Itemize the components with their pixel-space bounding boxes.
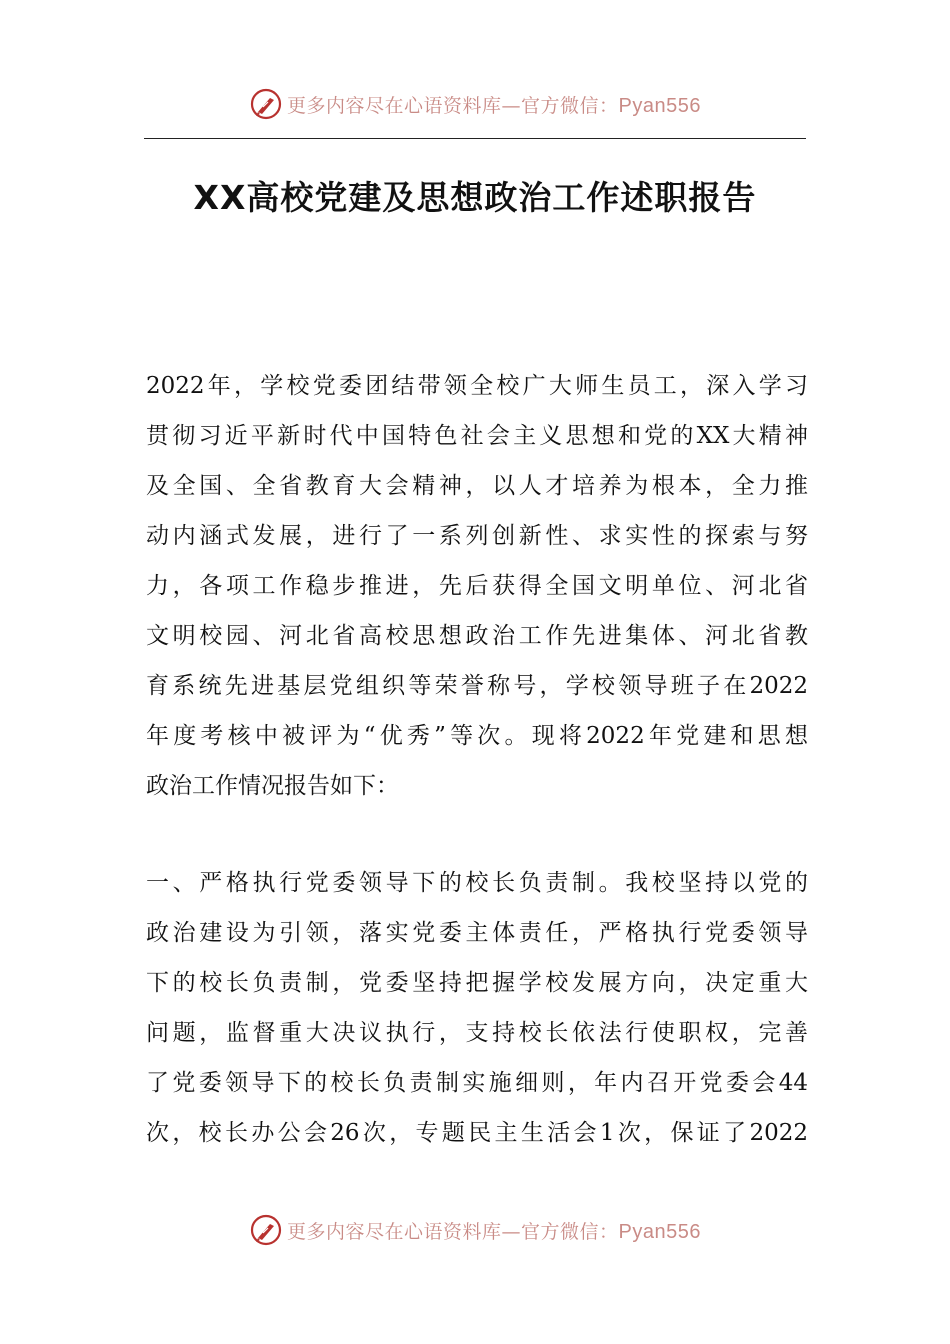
footer-banner — [0, 1210, 950, 1250]
header-banner-text: 更多内容尽在心语资料库—官方微信：Pyan556 — [287, 94, 701, 117]
text-line: 次，校长办公会26次，专题民主生活会1次，保证了2022 — [146, 1120, 808, 1146]
text-line: 政治工作情况报告如下： — [146, 773, 399, 799]
pen-nib-circle-icon — [249, 87, 283, 121]
text-line: 年度考核中被评为“优秀”等次。现将2022年党建和思想 — [146, 723, 808, 749]
text-line: 了党委领导下的校长负责制实施细则，年内召开党委会44 — [146, 1070, 808, 1096]
pen-nib-circle-icon — [249, 1213, 283, 1247]
header-wechat-id: Pyan556 — [618, 94, 701, 117]
text-line: 文明校园、河北省高校思想政治工作先进集体、河北省教 — [146, 623, 808, 649]
paragraph-1 — [146, 361, 808, 811]
text-line: 一、严格执行党委领导下的校长负责制。我校坚持以党的 — [146, 870, 808, 896]
footer-banner-text: 更多内容尽在心语资料库—官方微信：Pyan556 — [287, 1220, 701, 1243]
text-line: 下的校长负责制，党委坚持把握学校发展方向，决定重大 — [146, 970, 808, 996]
footer-wechat-id: Pyan556 — [618, 1220, 701, 1243]
text-line: 动内涵式发展，进行了一系列创新性、求实性的探索与努 — [146, 523, 808, 549]
text-line: 2022年，学校党委团结带领全校广大师生员工，深入学习 — [146, 373, 808, 399]
text-line: 贯彻习近平新时代中国特色社会主义思想和党的XX大精神 — [146, 423, 808, 449]
text-line: 政治建设为引领，落实党委主体责任，严格执行党委领导 — [146, 920, 808, 946]
text-line: 力，各项工作稳步推进，先后获得全国文明单位、河北省 — [146, 573, 808, 599]
text-line: 问题，监督重大决议执行，支持校长依法行使职权，完善 — [146, 1020, 808, 1046]
header-banner — [0, 84, 950, 124]
text-line: 育系统先进基层党组织等荣誉称号，学校领导班子在2022 — [146, 673, 808, 699]
paragraph-2 — [146, 858, 808, 1158]
document-title: XX高校党建及思想政治工作述职报告 — [193, 178, 757, 217]
text-line: 及全国、全省教育大会精神，以人才培养为根本，全力推 — [146, 473, 808, 499]
header-rule — [144, 138, 806, 139]
